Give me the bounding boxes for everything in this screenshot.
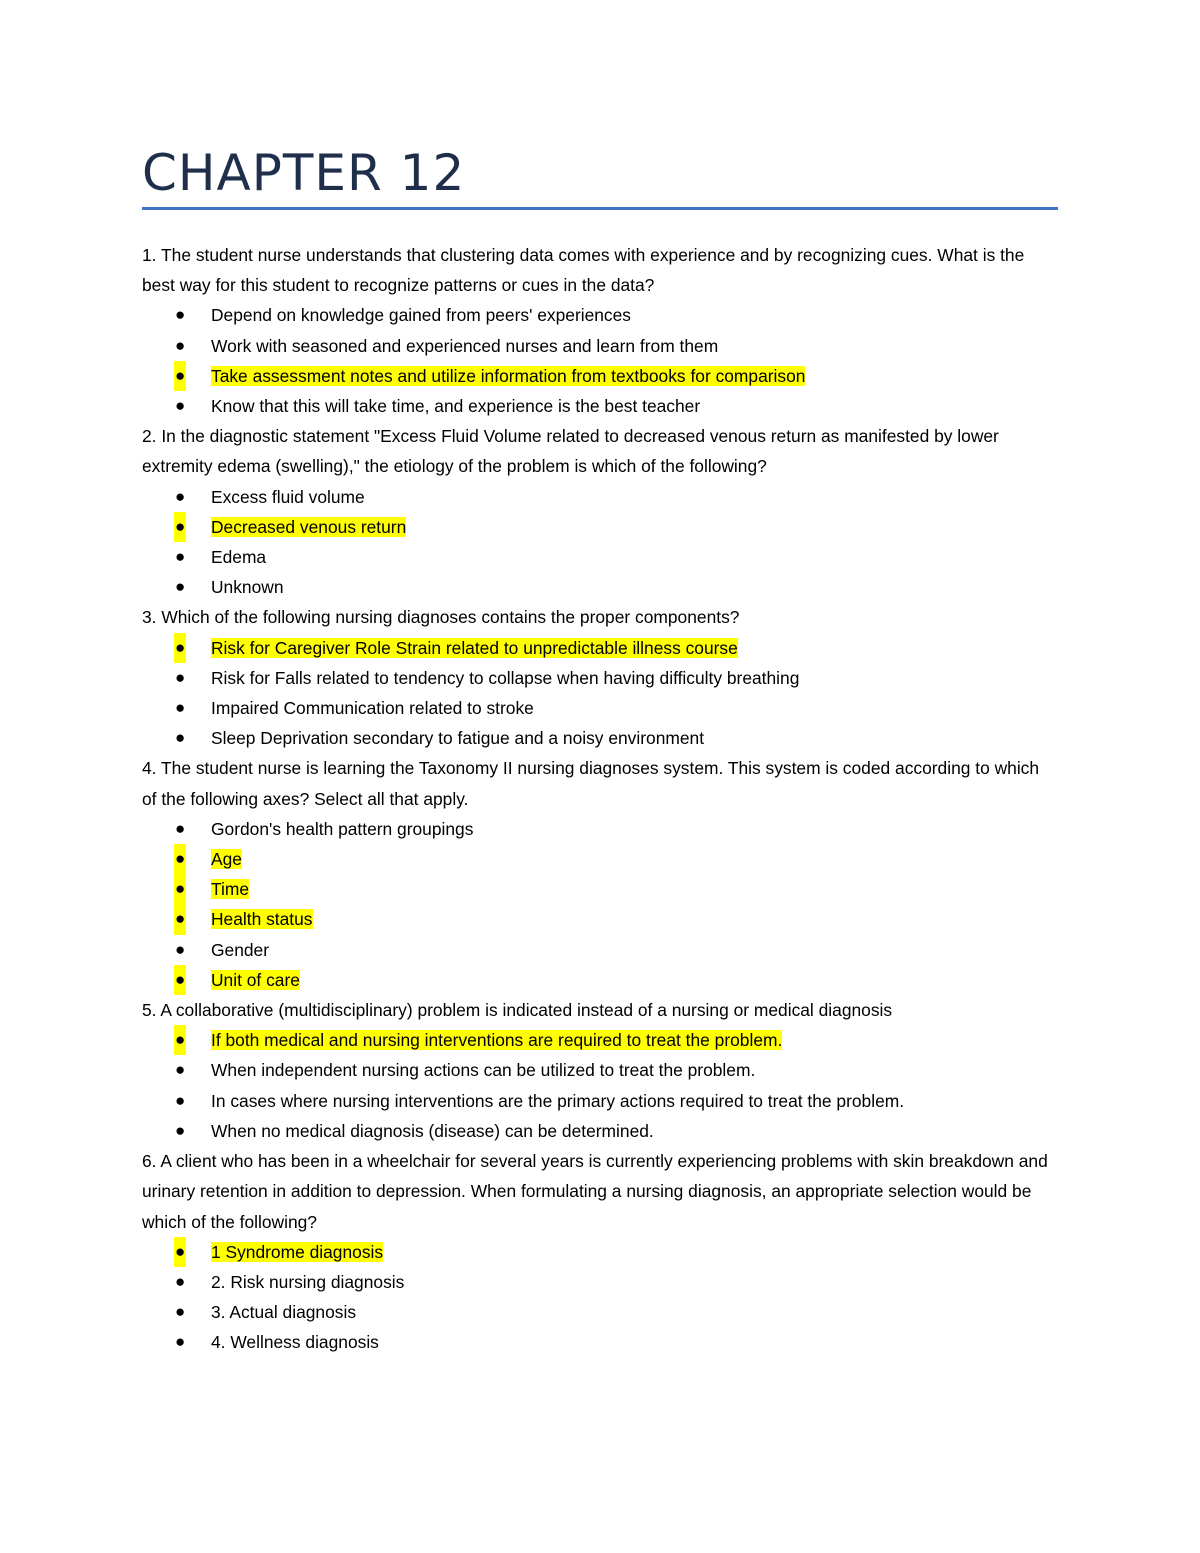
answer-option (142, 1297, 1058, 1327)
answer-option-text: Unknown (211, 577, 284, 598)
answer-option-text: Risk for Caregiver Role Strain related to unpredictable illness course (211, 637, 738, 658)
answer-option-text: 1 Syndrome diagnosis (211, 1241, 384, 1262)
answer-option (142, 572, 1058, 602)
highlighted-answer-option (142, 874, 1058, 904)
answer-option (142, 693, 1058, 723)
answer-option (142, 1267, 1058, 1297)
answer-option (142, 1055, 1058, 1085)
answer-option-text: Health status (211, 909, 313, 930)
answer-option-text: Decreased venous return (211, 516, 407, 537)
answer-option-text: When no medical diagnosis (disease) can be determined. (211, 1120, 654, 1141)
question-block (142, 421, 1058, 602)
bullet-icon: ● (174, 1237, 186, 1267)
answer-option-text: Excess fluid volume (211, 486, 365, 507)
answer-option-text: Know that this will take time, and experience is the best teacher (211, 396, 701, 417)
answer-option-text: Time (211, 879, 249, 900)
answer-option-text: In cases where nursing interventions are the primary actions required to treat the problem. (211, 1090, 905, 1111)
highlighted-answer-option (142, 633, 1058, 663)
question-block (142, 602, 1058, 753)
answer-option (142, 482, 1058, 512)
highlighted-answer-option (142, 361, 1058, 391)
bullet-icon: ● (174, 512, 186, 542)
answer-options (142, 814, 1058, 995)
answer-option-text: Gender (211, 939, 270, 960)
answer-option-text: 3. Actual diagnosis (211, 1302, 357, 1323)
answer-option (142, 1116, 1058, 1146)
bullet-icon: ● (175, 939, 186, 959)
answer-option (142, 663, 1058, 693)
answer-option-text: Age (211, 849, 242, 870)
highlighted-answer-option (142, 904, 1058, 934)
bullet-icon: ● (175, 577, 186, 597)
answer-option-text: Depend on knowledge gained from peers' experiences (211, 305, 631, 326)
question-block (142, 1146, 1058, 1357)
answer-option-text: Sleep Deprivation secondary to fatigue and a noisy environment (211, 728, 705, 749)
bullet-icon: ● (175, 396, 186, 416)
bullet-icon: ● (175, 335, 186, 355)
answer-option (142, 1086, 1058, 1116)
question-text: 6. A client who has been in a wheelchair for several years is currently experiencing problems with skin breakdown and urinary retention in addition to depression. When formulating a nursing diagnosis, an appropriate selection would be which of the following? (142, 1151, 1048, 1232)
question-block (142, 995, 1058, 1146)
answer-option (142, 723, 1058, 753)
bullet-icon: ● (174, 1025, 186, 1055)
question-list (142, 240, 1058, 1358)
bullet-icon: ● (174, 844, 186, 874)
answer-option-text: 2. Risk nursing diagnosis (211, 1271, 405, 1292)
bullet-icon: ● (174, 965, 186, 995)
question-text: 2. In the diagnostic statement "Excess Fluid Volume related to decreased venous return as manifested by lower extremity edema (swelling)," the etiology of the problem is which of the following? (142, 426, 999, 477)
highlighted-answer-option (142, 844, 1058, 874)
bullet-icon: ● (175, 728, 186, 748)
answer-option (142, 391, 1058, 421)
bullet-icon: ● (175, 1090, 186, 1110)
bullet-icon: ● (174, 633, 186, 663)
bullet-icon: ● (174, 361, 186, 391)
answer-option-text: If both medical and nursing interventions are required to treat the problem. (211, 1030, 783, 1051)
bullet-icon: ● (175, 1120, 186, 1140)
answer-option-text: Edema (211, 547, 267, 568)
title-underline (142, 207, 1058, 210)
bullet-icon: ● (175, 818, 186, 838)
answer-options (142, 482, 1058, 603)
answer-option (142, 331, 1058, 361)
answer-option-text: Work with seasoned and experienced nurses and learn from them (211, 335, 719, 356)
highlighted-answer-option (142, 1237, 1058, 1267)
bullet-icon: ● (175, 1271, 186, 1291)
answer-option (142, 542, 1058, 572)
bullet-icon: ● (175, 698, 186, 718)
question-block (142, 753, 1058, 995)
highlighted-answer-option (142, 1025, 1058, 1055)
question-block (142, 240, 1058, 421)
bullet-icon: ● (175, 1302, 186, 1322)
answer-options (142, 633, 1058, 754)
answer-option-text: Gordon's health pattern groupings (211, 818, 474, 839)
question-text: 3. Which of the following nursing diagnoses contains the proper components? (142, 607, 740, 628)
bullet-icon: ● (174, 874, 186, 904)
bullet-icon: ● (175, 547, 186, 567)
answer-option-text: When independent nursing actions can be utilized to treat the problem. (211, 1060, 756, 1081)
answer-option (142, 300, 1058, 330)
answer-option-text: Impaired Communication related to stroke (211, 698, 534, 719)
answer-option-text: 4. Wellness diagnosis (211, 1332, 379, 1353)
highlighted-answer-option (142, 512, 1058, 542)
answer-options (142, 1025, 1058, 1146)
bullet-icon: ● (175, 667, 186, 687)
bullet-icon: ● (174, 904, 186, 934)
question-text: 1. The student nurse understands that clustering data comes with experience and by recognizing cues. What is the best way for this student to recognize patterns or cues in the data? (142, 245, 1025, 296)
bullet-icon: ● (175, 305, 186, 325)
document-page (142, 0, 1058, 1553)
answer-option-text: Risk for Falls related to tendency to collapse when having difficulty breathing (211, 667, 800, 688)
highlighted-answer-option (142, 965, 1058, 995)
answer-option-text: Unit of care (211, 969, 300, 990)
chapter-title: CHAPTER 12 (142, 144, 466, 202)
answer-option-text: Take assessment notes and utilize information from textbooks for comparison (211, 365, 806, 386)
bullet-icon: ● (175, 1332, 186, 1352)
answer-options (142, 300, 1058, 421)
answer-option (142, 935, 1058, 965)
answer-option (142, 814, 1058, 844)
question-text: 5. A collaborative (multidisciplinary) problem is indicated instead of a nursing or medical diagnosis (142, 1000, 893, 1021)
answer-options (142, 1237, 1058, 1358)
bullet-icon: ● (175, 486, 186, 506)
bullet-icon: ● (175, 1060, 186, 1080)
answer-option (142, 1327, 1058, 1357)
question-text: 4. The student nurse is learning the Taxonomy II nursing diagnoses system. This system is coded according to which of the following axes? Select all that apply. (142, 758, 1040, 809)
